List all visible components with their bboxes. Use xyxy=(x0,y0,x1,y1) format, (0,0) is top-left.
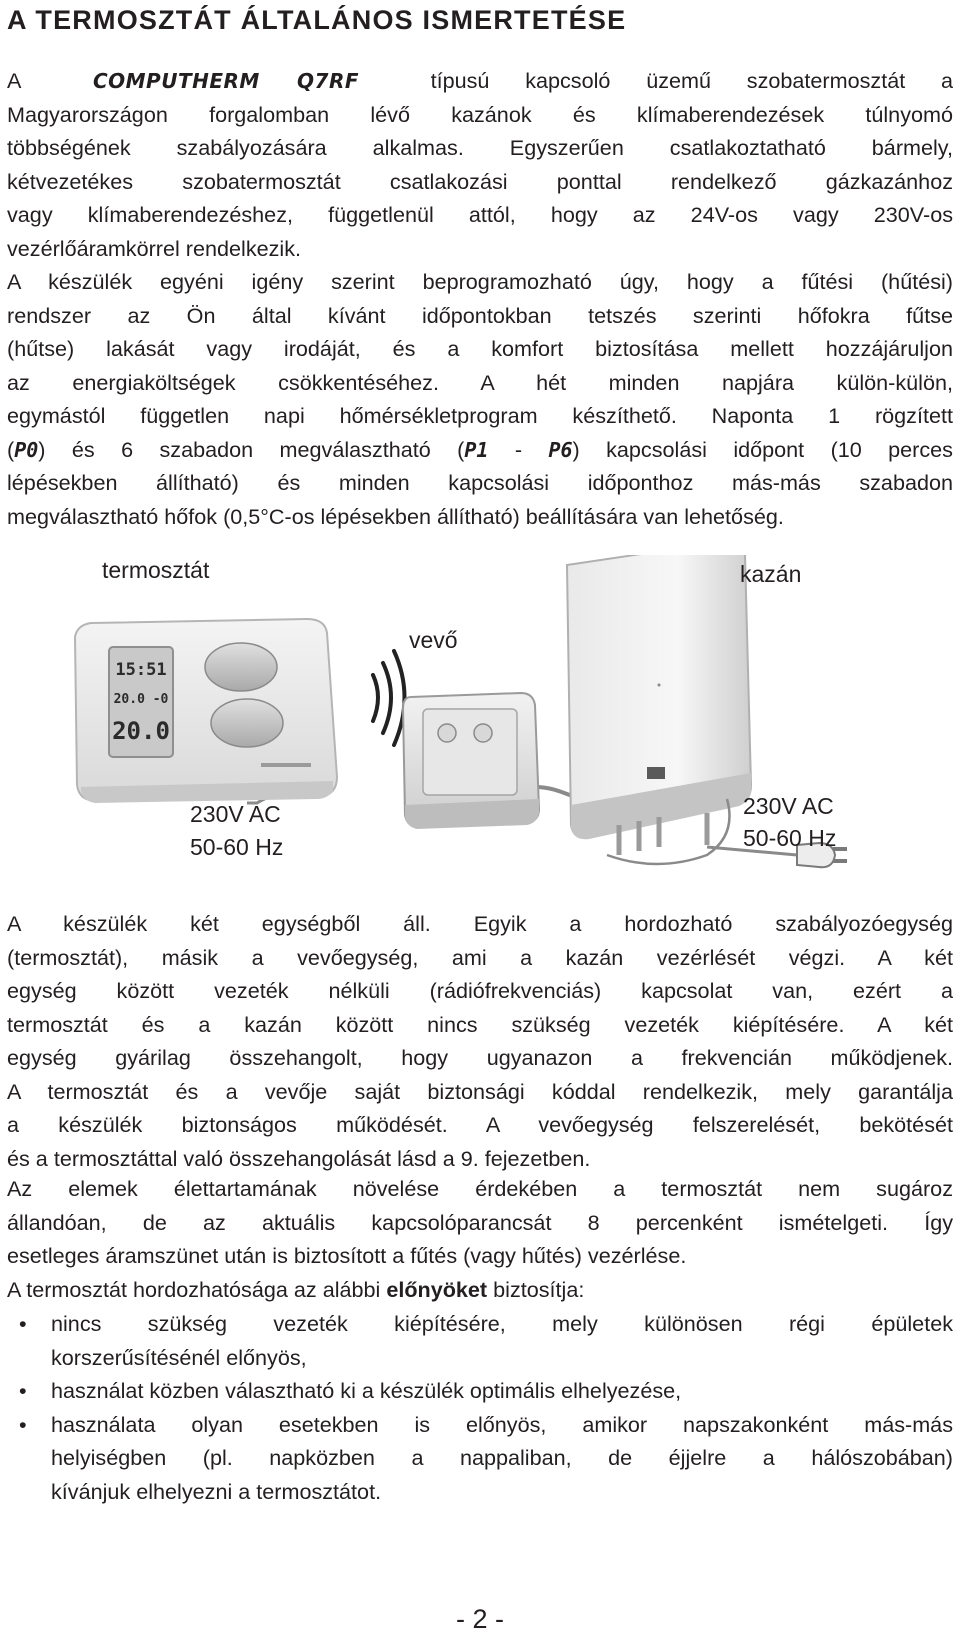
text-line: A termosztát és a vevője saját biztonsági kóddal rendelkezik, mely garantálja xyxy=(7,1078,953,1104)
text-line: vagy klímaberendezéshez, függetlenül attól, hogy az 24V-os vagy 230V-os xyxy=(7,202,953,227)
battery-paragraph xyxy=(7,1172,953,1273)
text-line: A készülék két egységből áll. Egyik a hordozható szabályozóegység xyxy=(7,911,953,936)
text-fragment: A termosztát hordozhatósága az alábbi xyxy=(7,1277,387,1302)
text-line: korszerűsítésénél előnyös, xyxy=(51,1344,307,1370)
text-line: esetleges áramszünet után is biztosított a fűtés (vagy hűtés) vezérlése. xyxy=(7,1243,687,1268)
list-item xyxy=(7,1374,953,1408)
text-line: rendszer az Ön által kívánt időpontokban tetszés szerinti hőfokra fűtse xyxy=(7,302,953,328)
text-fragment: biztosítja: xyxy=(487,1277,585,1302)
section-title: A TERMOSZTÁT ÁLTALÁNOS ISMERTETÉSE xyxy=(7,5,627,35)
lcd-temperature: 20.0 xyxy=(112,717,170,745)
text-fragment: ) kapcsolási időpont (10 perces xyxy=(572,436,953,462)
boiler-indicator xyxy=(647,767,665,779)
text-line xyxy=(7,1273,953,1307)
text-line: A készülék egyéni igény szerint beprogramozható úgy, hogy a fűtési (hűtési) xyxy=(7,269,953,294)
text-line: kétvezetékes szobatermosztát csatlakozási ponttal rendelkező gázkazánhoz xyxy=(7,168,953,194)
text-line: használata olyan esetekben is előnyös, amikor napszakonként más-más xyxy=(51,1411,953,1437)
bullet-icon: • xyxy=(19,1378,27,1403)
text-line: Magyarországon forgalomban lévő kazánok és klímaberendezések túlnyomó xyxy=(7,101,953,127)
text-line: nincs szükség vezeték kiépítésére, mely különösen régi épületek xyxy=(51,1311,953,1336)
label-boiler: kazán xyxy=(740,561,802,587)
text-line: többségének szabályozására alkalmas. Egyszerűen csatlakoztatható bármely, xyxy=(7,135,953,160)
label-boiler-power-frequency: 50-60 Hz xyxy=(743,825,837,851)
label-thermostat-power-frequency: 50-60 Hz xyxy=(190,834,284,860)
text-line: és a termosztáttal való összehangolását lásd a 9. fejezetben. xyxy=(7,1145,591,1171)
text-fragment: ) és 6 szabadon megválasztható ( xyxy=(38,436,465,462)
intro-paragraph xyxy=(7,64,953,265)
lcd-time: 15:51 xyxy=(115,660,167,680)
program-p6-symbol: P6 xyxy=(548,437,573,462)
receiver-button-left xyxy=(438,724,456,742)
lcd-program: 20.0 -0 xyxy=(113,692,169,707)
advantages-list xyxy=(7,1307,953,1508)
text-fragment: - xyxy=(488,436,549,462)
units-paragraph xyxy=(7,907,953,1175)
down-button xyxy=(211,699,283,747)
text-line: (termosztát), másik a vevőegység, ami a kazán vezérlését végzi. A két xyxy=(7,944,953,970)
text-line: állandóan, de az aktuális kapcsolóparancsát 8 percenként ismételgeti. Így xyxy=(7,1209,953,1235)
text-line: egység gyárilag összehangolt, hogy ugyanazon a frekvencián működjenek. xyxy=(7,1045,953,1070)
thermostat-logo xyxy=(261,763,311,767)
emphasis-text: előnyöket xyxy=(386,1277,488,1302)
label-receiver: vevő xyxy=(409,627,458,653)
text-line: termosztát és a kazán között nincs szükség vezeték kiépítésére. A két xyxy=(7,1011,953,1037)
text-fragment: ( xyxy=(7,436,15,462)
text-line: egység között vezeték nélküli (rádiófrekvenciás) kapcsolat van, ezért a xyxy=(7,978,953,1003)
brand-name: COMPUTHERM Q7RF xyxy=(92,69,360,93)
label-boiler-power-voltage: 230V AC xyxy=(743,793,834,819)
list-item xyxy=(7,1408,953,1509)
receiver-unit xyxy=(403,693,539,829)
programming-paragraph xyxy=(7,265,953,533)
boiler-unit xyxy=(567,555,751,855)
list-item xyxy=(7,1307,953,1374)
page-number: - 2 - xyxy=(455,1604,504,1634)
text-line xyxy=(7,433,953,467)
text-line xyxy=(7,64,953,98)
text-line: vezérlőáramkörrel rendelkezik. xyxy=(7,235,302,261)
text-line: megválasztható hőfok (0,5°C-os lépésekben állítható) beállítására van lehetőség. xyxy=(7,503,784,529)
text-line: Az elemek élettartamának növelése érdekében a termosztát nem sugároz xyxy=(7,1176,953,1201)
text-fragment: A xyxy=(7,68,22,93)
program-p0-symbol: P0 xyxy=(14,437,39,462)
label-thermostat: termosztát xyxy=(102,557,210,583)
text-line: lépésekben állítható) és minden kapcsolási időponthoz más-más szabadon xyxy=(7,470,953,495)
text-line: használat közben választható ki a készülék optimális elhelyezése, xyxy=(51,1378,682,1403)
system-diagram xyxy=(7,555,953,915)
text-line: a készülék biztonságos működését. A vevőegység felszerelését, bekötését xyxy=(7,1112,953,1137)
text-line: helyiségben (pl. napközben a nappaliban, de éjjelre a hálószobában) xyxy=(51,1445,953,1470)
bullet-icon: • xyxy=(19,1311,27,1336)
text-line: egymástól független napi hőmérsékletprogram készíthető. Naponta 1 rögzített xyxy=(7,403,953,428)
radio-signal-icon xyxy=(373,651,405,745)
text-fragment: típusú kapcsoló üzemű szobatermosztát a xyxy=(430,68,954,93)
system-illustration xyxy=(7,555,953,915)
program-p1-symbol: P1 xyxy=(464,437,489,462)
text-line: az energiaköltségek csökkentéséhez. A hét minden napjára külön-külön, xyxy=(7,369,953,395)
label-thermostat-power-voltage: 230V AC xyxy=(190,801,281,827)
text-line: kívánjuk elhelyezni a termosztátot. xyxy=(51,1478,382,1504)
up-button xyxy=(205,643,277,691)
thermostat-unit xyxy=(75,619,337,803)
text-line: (hűtse) lakását vagy irodáját, és a komfort biztosítása mellett hozzájáruljon xyxy=(7,336,953,361)
advantages-intro xyxy=(7,1273,953,1307)
receiver-button-right xyxy=(474,724,492,742)
bullet-icon: • xyxy=(19,1411,27,1437)
